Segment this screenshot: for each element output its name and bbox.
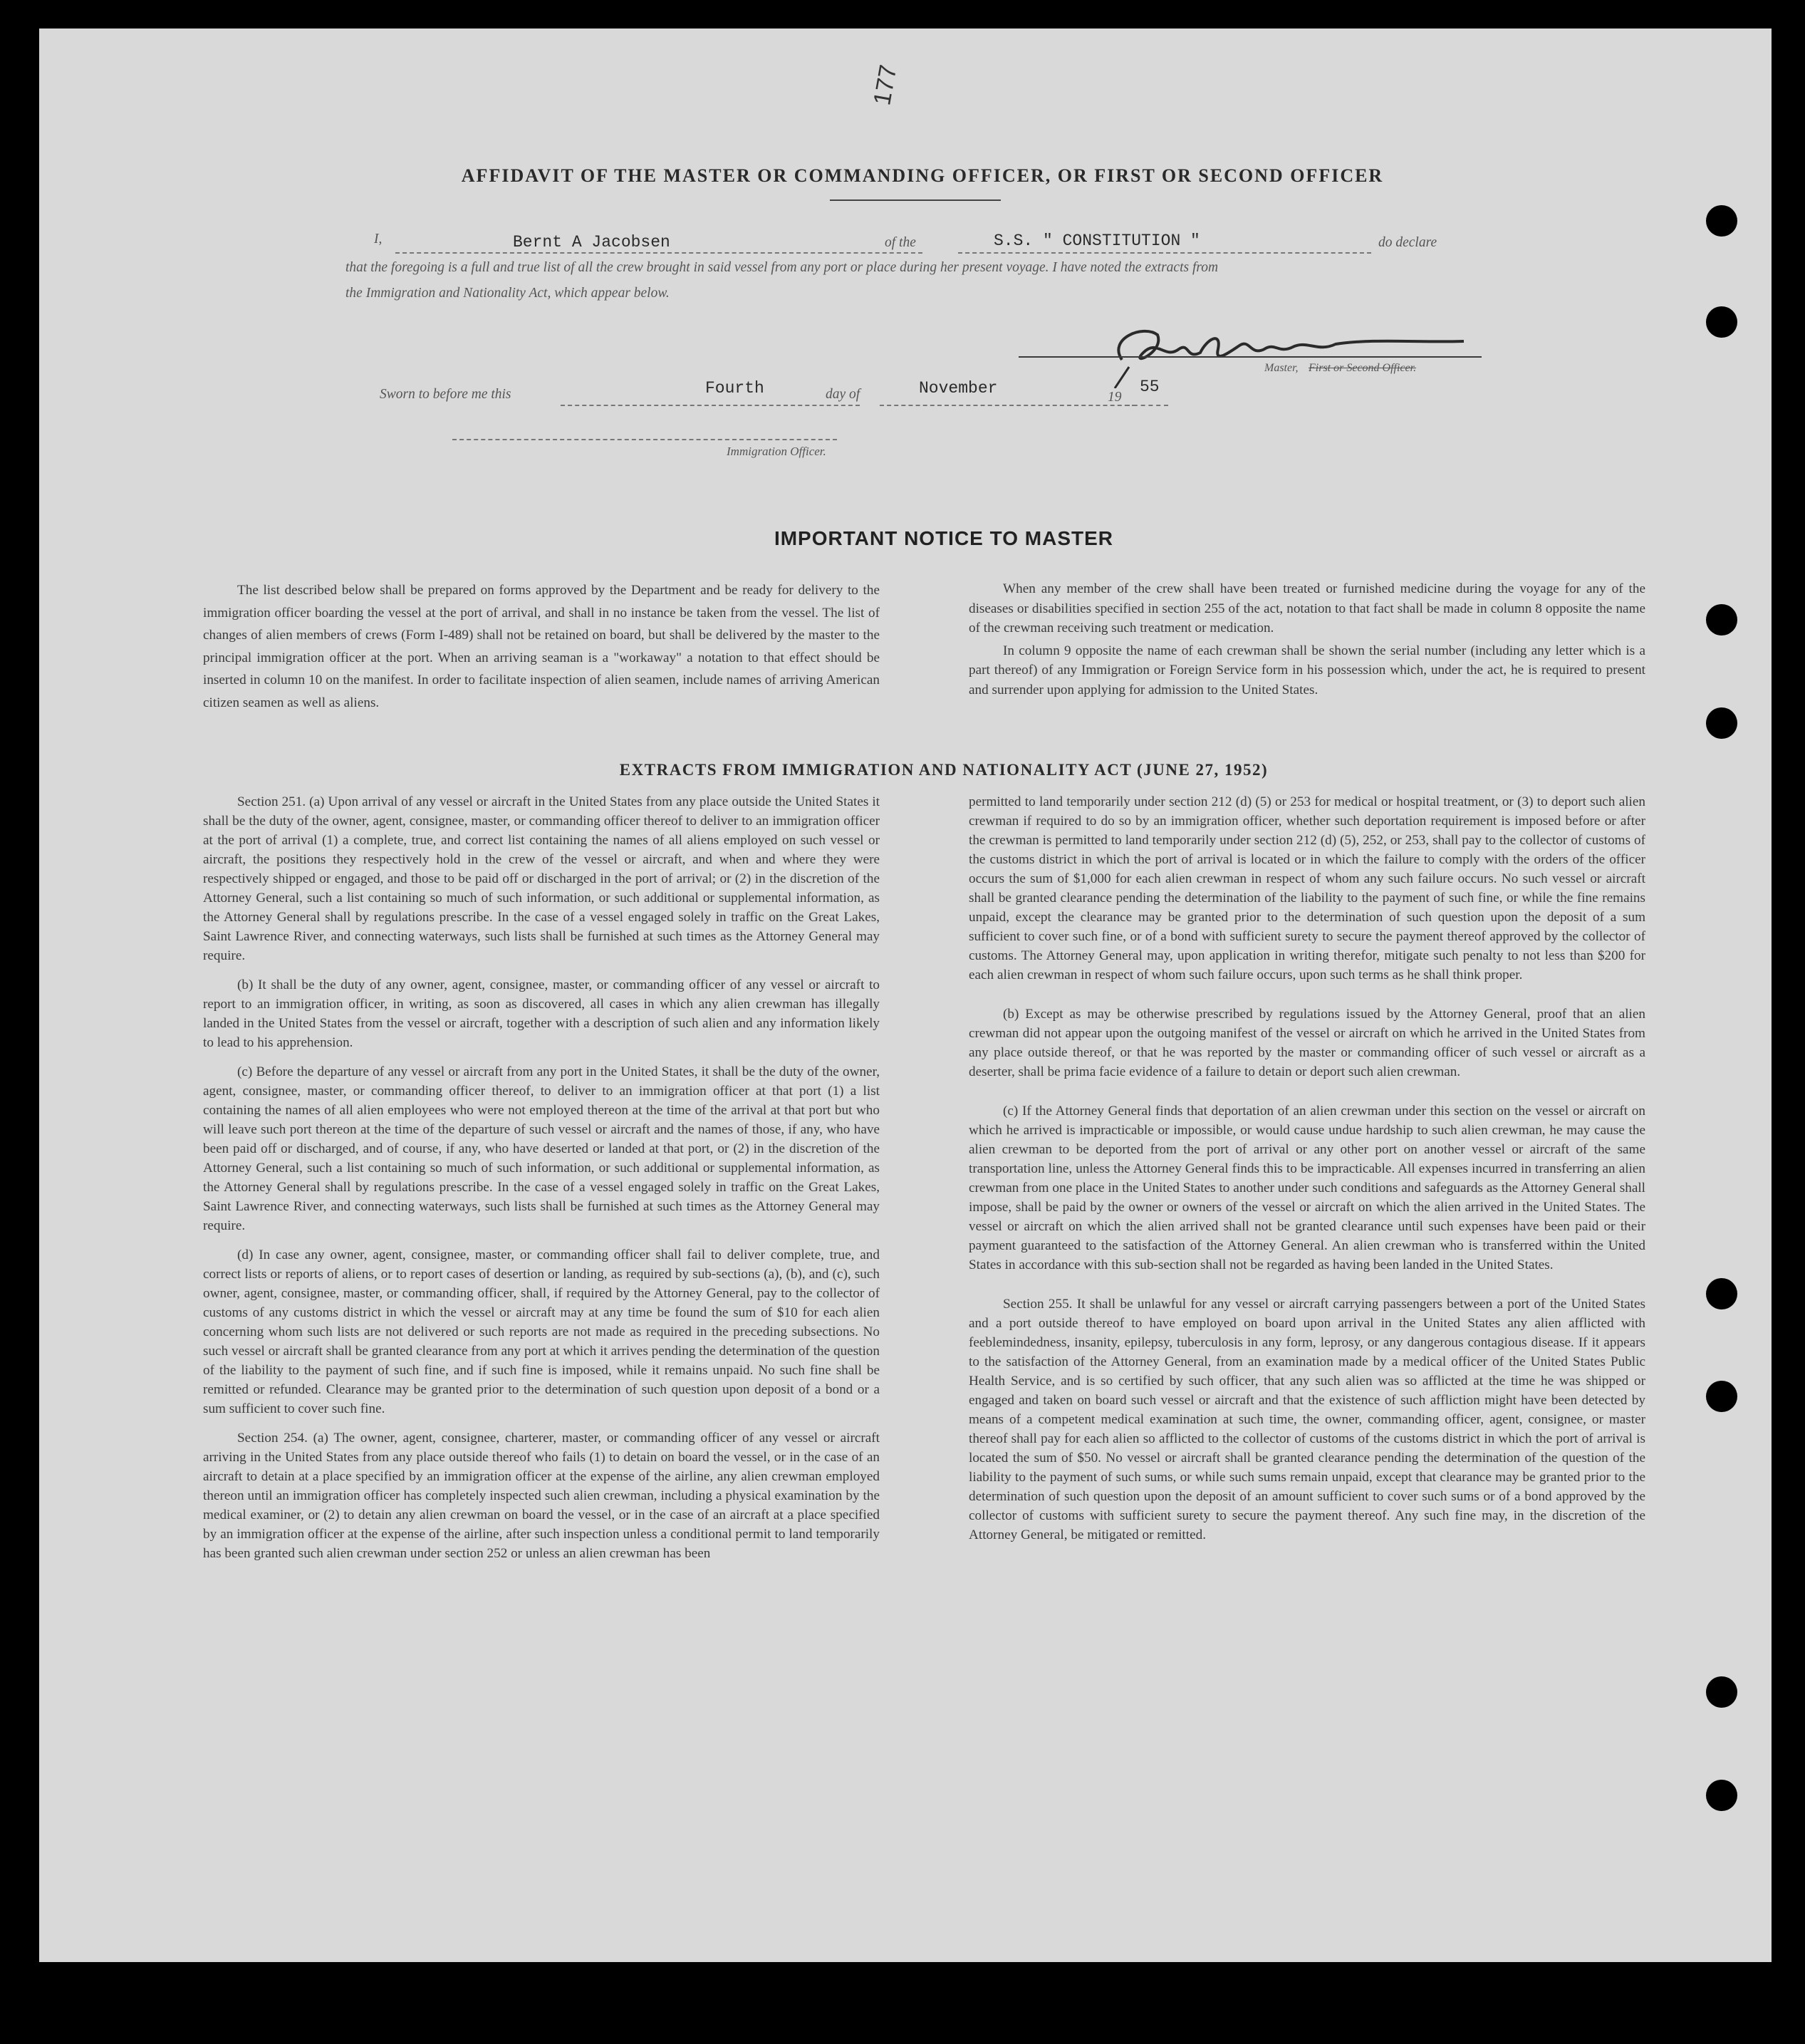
title-underline	[830, 199, 1001, 201]
immigration-officer-line	[452, 439, 837, 440]
section-251d: (d) In case any owner, agent, consignee, master, or commanding officer shall fail to deliver complete, true, and correct lists or reports of aliens, or to report cases of desertion or landing, as required by sub-sections (a), (b), and (c), such owner, agent, consignee, master, or commanding officer, shall, if required by the Attorney General, pay to the collector of customs of any customs district in which the vessel or aircraft may at any time be found the sum of $10 for each alien concerning whom such lists are not delivered or such reports are not made as required in the preceding subsections. No such vessel or aircraft shall be granted clearance from any port at which it arrives pending the determination of the question of the liability to the payment of such fine, and if such fine is imposed, while it remains unpaid. No such fine shall be remitted or refunded. Clearance may be granted prior to the determination of such question upon deposit of a bond or a sum sufficient to cover such fine.	[203, 1247, 880, 1416]
notice-left-text: The list described below shall be prepared on forms approved by the Department and be ready for delivery to the immigration officer boarding the vessel at the port of arrival, and shall in no instance be taken from the vessel. The list of changes of alien members of crews (Form I-489) shall not be retained on board, but shall be delivered by the master to the principal immigration officer at the port. When an arriving seaman is a "workaway" a notation to that effect should be inserted in column 10 on the manifest. In order to facilitate inspection of alien seamen, include names of arriving American citizen seamen as well as aliens.	[203, 583, 880, 710]
notice-left-column	[203, 579, 880, 724]
punch-hole	[1706, 306, 1737, 338]
document-page	[39, 28, 1772, 1962]
vessel-name-value: S.S. " CONSTITUTION "	[994, 232, 1200, 250]
signature-label-master: Master,	[1264, 362, 1299, 374]
master-signature	[1036, 310, 1478, 388]
year-field-line	[1125, 405, 1168, 406]
section-254b: (b) Except as may be otherwise prescribed by regulations issued by the Attorney General, proof that an alien crewman did not appear upon the outgoing manifest of the vessel or aircraft on which he arrived in the United States from any place outside thereof, or that he was reported by the master or commanding officer of such vessel or aircraft as a deserter, shall be prima facie evidence of a failure to detain or deport such alien crewman.	[969, 1007, 1645, 1079]
sworn-prefix: Sworn to before me this	[380, 387, 511, 402]
notice-right-text-2: In column 9 opposite the name of each crewman shall be shown the serial number (including any letter which is a part thereof) of any Immigration or Foreign Service form in his possession which, under the act, he is required to present and surrender upon applying for admission to the United States.	[969, 643, 1645, 697]
sworn-year-value: 55	[1140, 378, 1160, 396]
extracts-heading: EXTRACTS FROM IMMIGRATION AND NATIONALITY ACT (JUNE 27, 1952)	[619, 761, 1269, 779]
sworn-day-value: Fourth	[705, 379, 764, 398]
month-field-line	[880, 405, 1136, 406]
section-255: Section 255. It shall be unlawful for any vessel or aircraft carrying passengers between a port of the United States and a port outside thereof to have employed on board upon arrival in the United States any alien afflicted with feeblemindedness, insanity, epilepsy, tuberculosis in any form, leprosy, or any dangerous contagious disease. If it appears to the satisfaction of the Attorney General, from an examination made by a medical officer of the United States Public Health Service, and is so certified by such officer, that any such alien was so afflicted at the time he was shipped or engaged and taken on board such vessel or aircraft and that the existence of such affliction might have been detected by means of a competent medical examination at such time, the owner, commanding officer, agent, consignee, or master thereof shall pay for each alien so afflicted to the collector of customs of the customs district in which the port of arrival is located the sum of $50. No vessel or aircraft shall be granted clearance pending the determination of the question of the liability to the payment of such sums, or while such sums remain unpaid, except that clearance may be granted prior to the determination of such question upon the deposit of an amount sufficient to cover such sums or of a bond approved by the collector of customs with sufficient surety to secure the payment thereof. Any such fine may, in the discretion of the Attorney General, be mitigated or remitted.	[969, 1297, 1645, 1542]
punch-hole	[1706, 1780, 1737, 1811]
notice-right-column	[969, 579, 1645, 710]
immigration-officer-label: Immigration Officer.	[727, 445, 826, 458]
of-the-label: of the	[885, 235, 916, 250]
punch-hole	[1706, 1278, 1737, 1309]
handwritten-page-mark: 177	[868, 63, 902, 108]
declaration-line-3: the Immigration and Nationality Act, which appear below.	[345, 286, 670, 301]
day-of-label: day of	[826, 387, 860, 402]
punch-hole	[1706, 1676, 1737, 1708]
extracts-left-column	[203, 792, 880, 1573]
punch-hole	[1706, 205, 1737, 237]
signature-label-struck: First or Second Officer.	[1309, 362, 1417, 374]
affidavit-title: AFFIDAVIT OF THE MASTER OR COMMANDING OFFICER, OR FIRST OR SECOND OFFICER	[461, 165, 1384, 186]
signature-line	[1019, 356, 1482, 358]
vessel-field-line	[958, 252, 1371, 254]
section-254a: Section 254. (a) The owner, agent, consignee, charterer, master, or commanding officer of any vessel or aircraft arriving in the United States from any place outside thereof who fails (1) to detain on board the vessel, or in the case of an aircraft to detain at a place specified by an immigration officer at the expense of the airline, any alien crewman employed thereon until an immigration officer has completely inspected such alien crewman, including a physical examination by the medical examiner, or (2) to detain any alien crewman on board the vessel, or in the case of an aircraft at a place specified by an immigration officer at the expense of the airline, after such inspection unless a conditional permit to land temporarily has been granted such alien crewman under section 252 or unless an alien crewman has been	[203, 1431, 880, 1561]
notice-heading: IMPORTANT NOTICE TO MASTER	[774, 527, 1114, 549]
name-field-line	[395, 252, 922, 254]
day-field-line	[561, 405, 860, 406]
notice-right-text-1: When any member of the crew shall have been treated or furnished medicine during the voyage for any of the diseases or disabilities specified in section 255 of the act, notation to that fact shall be made in column 8 opposite the name of the crewman receiving such treatment or medication.	[969, 581, 1645, 635]
do-declare-label: do declare	[1378, 235, 1437, 250]
section-251a: Section 251. (a) Upon arrival of any vessel or aircraft in the United States from any place outside the United States it shall be the duty of the owner, agent, consignee, master, or commanding officer thereof to deliver to an immigration officer at the port of arrival (1) a complete, true, and correct list containing the names of all aliens employed on such vessel or aircraft, the positions they respectively hold in the crew of the vessel or aircraft, and when and where they were respectively shipped or engaged, and those to be paid off or discharged in the port of arrival; or (2) in the discretion of the Attorney General, such a list containing so much of such information, or such additional or supplemental information, as the Attorney General shall by regulations prescribe. In the case of a vessel engaged solely in traffic on the Great Lakes, Saint Lawrence River, and connecting waterways, such lists shall be furnished at such times as the Attorney General may require.	[203, 794, 880, 963]
declaration-line-2: that the foregoing is a full and true list of all the crew brought in said vessel from any port or place during her present voyage. I have noted the extracts from	[345, 260, 1219, 275]
section-251b: (b) It shall be the duty of any owner, agent, consignee, master, or commanding officer of any vessel or aircraft to report to an immigration officer, in writing, as soon as discovered, all cases in which any alien crewman has illegally landed in the United States from the vessel or aircraft, together with a description of such alien and any information likely to lead to his apprehension.	[203, 977, 880, 1050]
sworn-month-value: November	[919, 379, 998, 398]
punch-hole	[1706, 604, 1737, 635]
section-251c: (c) Before the departure of any vessel or aircraft from any port in the United States, it shall be the duty of the owner, agent, consignee, master, or commanding officer thereof, to deliver to an immigration officer at that port (1) a list containing the names of all alien employees who were not employed thereon at the time of the arrival at that port but who will leave such port thereon at the time of the departure of such vessel or aircraft and the names of those, if any, who have been paid off or discharged, and of course, if any, who have deserted or landed at that port, or (2) in the discretion of the Attorney General, such a list containing so much of such information, or such additional or supplemental information, as the Attorney General shall by regulations prescribe. In the case of a vessel engaged solely in traffic on the Great Lakes, Saint Lawrence River, and connecting waterways, such lists shall be furnished at such times as the Attorney General may require.	[203, 1064, 880, 1233]
section-254a-continued: permitted to land temporarily under section 212 (d) (5) or 253 for medical or hospital treatment, or (3) to deport such alien crewman if required to do so by an immigration officer, whether such deportation requirement is imposed before or after the crewman is permitted to land temporarily under section 212 (d) (5), 252, or 253, shall pay to the collector of customs of the customs district in which the port of arrival is located or in which the failure to comply with the orders of the officer occurs the sum of $1,000 for each alien crewman in respect of whom any such failure occurs. No such vessel or aircraft shall be granted clearance pending the determination of the liability to the payment of such fine, or while the fine remains unpaid, except the clearance may be granted prior to the determination of such question upon the deposit of a sum sufficient to cover such fine, or of a bond with sufficient surety to secure the payment thereof approved by the collector of customs. The Attorney General may, upon application in writing therefor, mitigate such penalty to not less than $200 for each alien crewman in respect of whom such failure occurs, upon such terms as he shall think proper.	[969, 794, 1645, 982]
extracts-right-column	[969, 792, 1645, 1555]
declaration-prefix: I,	[374, 232, 383, 247]
punch-hole	[1706, 1381, 1737, 1412]
master-name-value: Bernt A Jacobsen	[513, 233, 670, 251]
year-prefix: 19	[1108, 390, 1122, 405]
section-254c: (c) If the Attorney General finds that deportation of an alien crewman under this section on the vessel or aircraft on which he arrived is impracticable or impossible, or would cause undue hardship to such alien crewman, he may cause the alien crewman to be deported from the port of arrival or any other port on another vessel or aircraft of the same transportation line, unless the Attorney General finds this to be impracticable. All expenses incurred in transferring an alien crewman from one place in the United States to another under such conditions and safeguards as the Attorney General shall impose, shall be paid by the owner or owners of the vessel or aircraft on which the alien arrived in the United States. The vessel or aircraft on which the alien arrived shall not be granted clearance until such expenses have been paid or their payment guaranteed to the satisfaction of the Attorney General. An alien crewman who is transferred within the United States in accordance with this sub-section shall not be regarded as having been landed in the United States.	[969, 1104, 1645, 1272]
punch-hole	[1706, 707, 1737, 739]
